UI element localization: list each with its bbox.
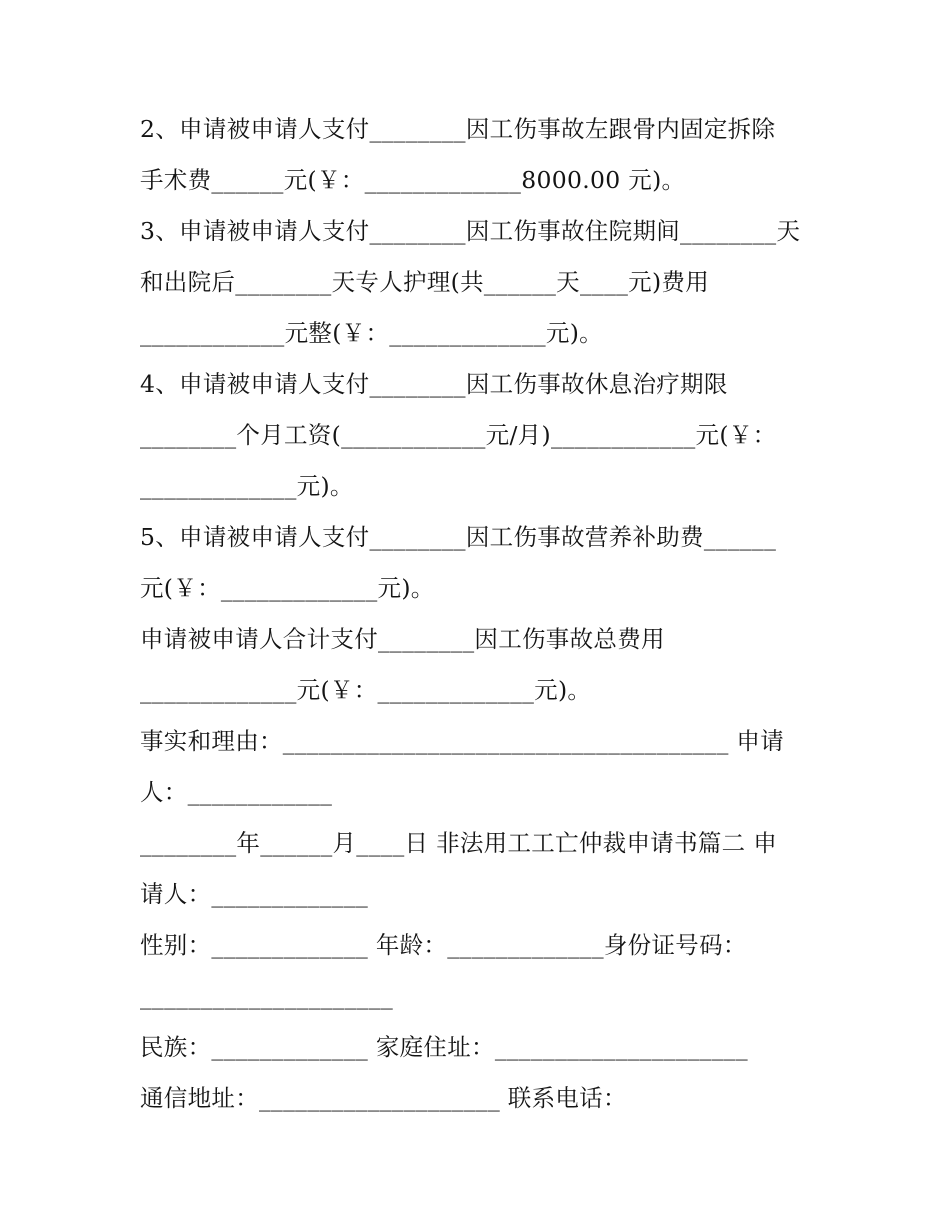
text-line: 人：____________ (140, 778, 333, 806)
text-line: 事实和理由：_____________________________________ 申请 (140, 727, 785, 755)
text-line: ____________元整(￥：_____________元)。 (140, 319, 603, 347)
text-line: 4、申请被申请人支付________因工伤事故休息治疗期限 (140, 370, 728, 398)
text-line: 通信地址：____________________ 联系电话： (140, 1084, 627, 1112)
text-line: 民族：_____________ 家庭住址：_____________________ (140, 1033, 748, 1061)
text-line: ________个月工资(____________元/月)____________元(￥： (140, 421, 777, 449)
document-body (140, 104, 820, 1124)
text-line: _____________元)。 (140, 472, 354, 500)
text-line: 元(￥：_____________元)。 (140, 574, 435, 602)
text-line: 5、申请被申请人支付________因工伤事故营养补助费______ (140, 523, 777, 551)
text-line: 3、申请被申请人支付________因工伤事故住院期间________天 (140, 217, 801, 245)
text-line: 申请被申请人合计支付________因工伤事故总费用 (140, 625, 665, 653)
text-line: 和出院后________天专人护理(共______天____元)费用 (140, 268, 710, 296)
text-line: 2、申请被申请人支付________因工伤事故左跟骨内固定拆除 (140, 115, 776, 143)
text-line: ________年______月____日 非法用工工亡仲裁申请书篇二 申 (140, 829, 778, 857)
text-line: _____________元(￥：_____________元)。 (140, 676, 592, 704)
text-line: _____________________ (140, 982, 394, 1010)
text-line: 请人：_____________ (140, 880, 369, 908)
text-line: 手术费______元(￥：_____________8000.00 元)。 (140, 166, 686, 194)
text-line: 性别：_____________ 年龄：_____________身份证号码： (140, 931, 747, 959)
